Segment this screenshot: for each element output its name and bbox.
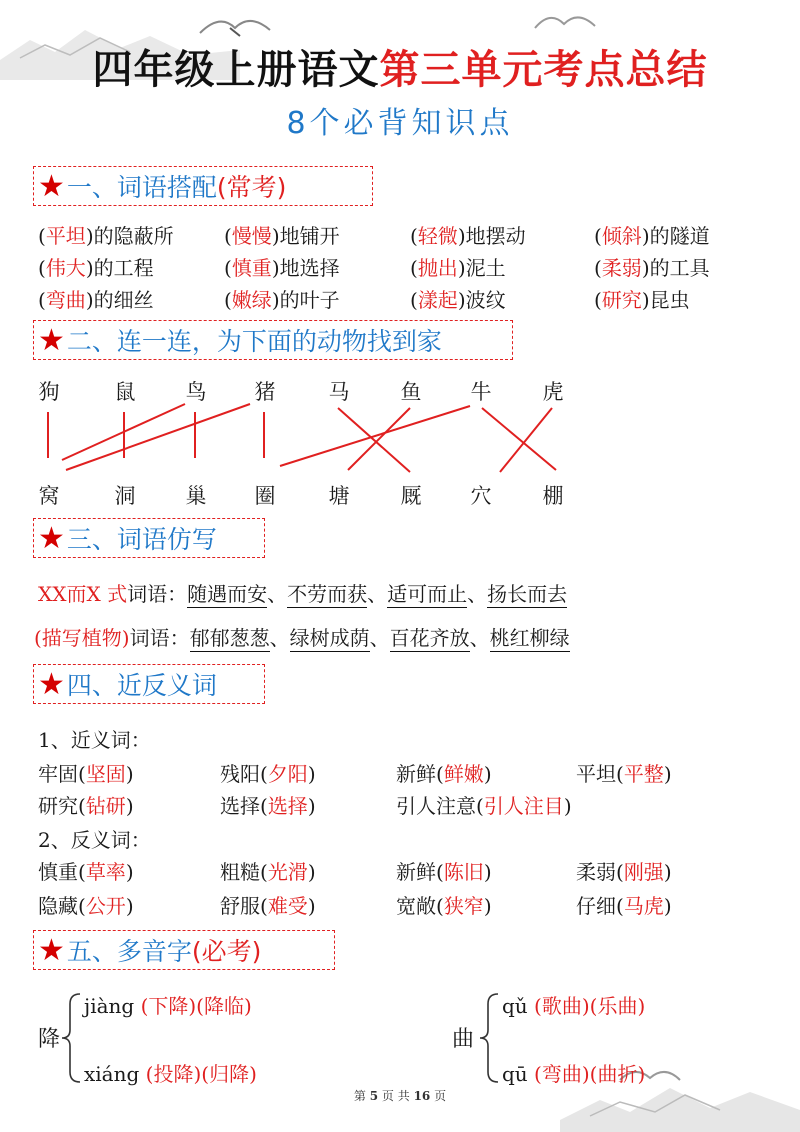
collocation-item: (慎重)地选择 bbox=[224, 256, 340, 280]
imitation-pattern: (描写植物) bbox=[34, 626, 130, 650]
home-label: 巢 bbox=[185, 484, 207, 508]
page-title: 四年级上册语文第三单元考点总结 bbox=[92, 47, 708, 93]
animal-label: 鼠 bbox=[114, 380, 136, 404]
collocation-item: (伟大)的工程 bbox=[38, 256, 154, 280]
match-line-tiger-cave bbox=[500, 408, 552, 472]
answer-word: 选择 bbox=[267, 794, 308, 818]
section-heading-polyphones: ★ 五、多音字 (必考) bbox=[33, 930, 335, 970]
source-word: 研究 bbox=[38, 794, 78, 818]
answer-word: 公开 bbox=[85, 894, 126, 918]
imitation-pattern: XX而X 式 bbox=[38, 582, 128, 606]
source-word: 引人注意 bbox=[396, 794, 476, 818]
source-word: 慎重 bbox=[38, 860, 78, 884]
collocation-item: (抛出)泥土 bbox=[410, 256, 506, 280]
animal-label: 牛 bbox=[470, 380, 492, 404]
antonym-pair: 仔细(马虎) bbox=[576, 894, 672, 918]
synonym-pair: 平坦(平整) bbox=[576, 762, 672, 786]
antonym-pair: 宽敞(狭窄) bbox=[396, 894, 492, 918]
polyphone-char-jiang: 降 bbox=[38, 1027, 61, 1052]
collocation-item: (倾斜)的隧道 bbox=[594, 224, 710, 248]
star-icon: ★ bbox=[38, 520, 65, 556]
collocation-answer: 倾斜 bbox=[601, 224, 642, 248]
separator: 、 bbox=[267, 582, 288, 606]
source-word: 仔细 bbox=[576, 894, 616, 918]
home-label: 圈 bbox=[254, 484, 276, 508]
source-word: 隐藏 bbox=[38, 894, 78, 918]
separator: 、 bbox=[369, 626, 390, 650]
animal-label: 鸟 bbox=[185, 380, 207, 404]
imitation-row bbox=[34, 622, 570, 651]
subsection-heading: 1、近义词： bbox=[38, 728, 151, 752]
synonym-pair: 新鲜(鲜嫩) bbox=[396, 762, 492, 786]
separator: 、 bbox=[467, 582, 488, 606]
collocation-item: (研究)昆虫 bbox=[594, 288, 690, 312]
collocation-answer: 研究 bbox=[601, 288, 642, 312]
subsection-heading: 2、反义词： bbox=[38, 828, 151, 852]
collocation-answer: 平坦 bbox=[45, 224, 86, 248]
collocation-phrase: 波纹 bbox=[465, 288, 506, 312]
page-subtitle: 8个必背知识点 bbox=[286, 106, 514, 141]
collocation-answer: 抛出 bbox=[417, 256, 458, 280]
collocation-phrase: 昆虫 bbox=[649, 288, 690, 312]
collocation-answer: 慢慢 bbox=[231, 224, 272, 248]
answer-word: 引人注目 bbox=[483, 794, 564, 818]
imitation-word: 不劳而获 bbox=[287, 582, 368, 606]
star-icon: ★ bbox=[38, 666, 65, 702]
collocation-phrase: 泥土 bbox=[465, 256, 506, 280]
imitation-word: 绿树成荫 bbox=[289, 626, 370, 650]
separator: 、 bbox=[269, 626, 290, 650]
answer-word: 钻研 bbox=[85, 794, 126, 818]
imitation-word: 扬长而去 bbox=[487, 582, 568, 606]
source-word: 选择 bbox=[220, 794, 260, 818]
source-word: 柔弱 bbox=[576, 860, 616, 884]
collocation-phrase: 的工具 bbox=[649, 256, 710, 280]
section-heading-imitation: ★ 三、词语仿写 bbox=[33, 518, 265, 558]
star-icon: ★ bbox=[38, 322, 65, 358]
collocation-phrase: 地选择 bbox=[279, 256, 340, 280]
imitation-word: 百花齐放 bbox=[389, 626, 470, 650]
match-line-cow-shed bbox=[280, 406, 470, 466]
collocation-answer: 漾起 bbox=[417, 288, 458, 312]
star-icon: ★ bbox=[38, 168, 65, 204]
matching-lines bbox=[0, 400, 800, 480]
animal-label: 虎 bbox=[542, 380, 564, 404]
answer-word: 刚强 bbox=[623, 860, 664, 884]
match-line-fish-pond bbox=[348, 408, 410, 470]
answer-word: 狭窄 bbox=[443, 894, 484, 918]
polyphone-jiang-reading: jiàng (下降)(降临) bbox=[84, 994, 252, 1018]
crane-icon bbox=[530, 6, 600, 42]
collocation-answer: 伟大 bbox=[45, 256, 86, 280]
home-label: 穴 bbox=[470, 484, 492, 508]
home-label: 棚 bbox=[542, 484, 564, 508]
answer-word: 坚固 bbox=[85, 762, 126, 786]
animal-label: 猪 bbox=[254, 380, 276, 404]
imitation-label: 词语： bbox=[129, 626, 190, 650]
antonym-pair: 舒服(难受) bbox=[220, 894, 316, 918]
source-word: 牢固 bbox=[38, 762, 78, 786]
antonym-pair: 隐藏(公开) bbox=[38, 894, 134, 918]
imitation-word: 适可而止 bbox=[387, 582, 468, 606]
collocation-phrase: 的叶子 bbox=[279, 288, 340, 312]
collocation-item: (嫩绿)的叶子 bbox=[224, 288, 340, 312]
collocation-answer: 轻微 bbox=[417, 224, 458, 248]
synonym-pair: 选择(选择) bbox=[220, 794, 316, 818]
collocation-item: (漾起)波纹 bbox=[410, 288, 506, 312]
polyphone-qu1-reading: qū (弯曲)(曲折) bbox=[502, 1062, 646, 1086]
answer-word: 陈旧 bbox=[443, 860, 484, 884]
source-word: 新鲜 bbox=[396, 762, 436, 786]
collocation-item: (弯曲)的细丝 bbox=[38, 288, 154, 312]
antonym-pair: 新鲜(陈旧) bbox=[396, 860, 492, 884]
home-label: 窝 bbox=[38, 484, 60, 508]
polyphone-char-qu: 曲 bbox=[452, 1027, 475, 1052]
antonym-pair: 粗糙(光滑) bbox=[220, 860, 316, 884]
collocation-item: (柔弱)的工具 bbox=[594, 256, 710, 280]
source-word: 舒服 bbox=[220, 894, 260, 918]
collocation-phrase: 的隐蔽所 bbox=[93, 224, 174, 248]
answer-word: 难受 bbox=[267, 894, 308, 918]
answer-word: 平整 bbox=[623, 762, 664, 786]
animal-label: 鱼 bbox=[400, 380, 422, 404]
antonym-pair: 柔弱(刚强) bbox=[576, 860, 672, 884]
source-word: 粗糙 bbox=[220, 860, 260, 884]
separator: 、 bbox=[469, 626, 490, 650]
answer-word: 夕阳 bbox=[267, 762, 308, 786]
collocation-answer: 慎重 bbox=[231, 256, 272, 280]
home-label: 厩 bbox=[400, 484, 422, 508]
antonym-pair: 慎重(草率) bbox=[38, 860, 134, 884]
collocation-item: (慢慢)地铺开 bbox=[224, 224, 340, 248]
collocation-phrase: 的细丝 bbox=[93, 288, 154, 312]
source-word: 残阳 bbox=[220, 762, 260, 786]
imitation-word: 桃红柳绿 bbox=[489, 626, 570, 650]
collocation-phrase: 地铺开 bbox=[279, 224, 340, 248]
separator: 、 bbox=[367, 582, 388, 606]
collocation-answer: 柔弱 bbox=[601, 256, 642, 280]
imitation-word: 随遇而安 bbox=[187, 582, 268, 606]
polyphone-qu3-reading: qǔ (歌曲)(乐曲) bbox=[502, 994, 646, 1018]
animal-label: 狗 bbox=[38, 380, 60, 404]
imitation-row bbox=[38, 578, 567, 607]
imitation-label: 词语： bbox=[127, 582, 188, 606]
source-word: 宽敞 bbox=[396, 894, 436, 918]
collocation-phrase: 地摆动 bbox=[465, 224, 526, 248]
home-label: 洞 bbox=[114, 484, 136, 508]
star-icon: ★ bbox=[38, 932, 65, 968]
imitation-word: 郁郁葱葱 bbox=[189, 626, 270, 650]
match-line-cross-2 bbox=[66, 404, 250, 470]
section-heading-collocation: ★ 一、词语搭配 (常考) bbox=[33, 166, 373, 206]
brace-right bbox=[478, 990, 502, 1086]
synonym-pair: 残阳(夕阳) bbox=[220, 762, 316, 786]
answer-word: 鲜嫩 bbox=[443, 762, 484, 786]
collocation-item: (轻微)地摆动 bbox=[410, 224, 526, 248]
section-heading-matching: ★ 二、连一连，为下面的动物找到家 bbox=[33, 320, 513, 360]
collocation-phrase: 的工程 bbox=[93, 256, 154, 280]
brace-left bbox=[60, 990, 84, 1086]
polyphone-xiang-reading: xiáng (投降)(归降) bbox=[84, 1062, 257, 1086]
source-word: 平坦 bbox=[576, 762, 616, 786]
home-label: 塘 bbox=[328, 484, 350, 508]
collocation-answer: 弯曲 bbox=[45, 288, 86, 312]
synonym-pair: 引人注意(引人注目) bbox=[396, 794, 572, 818]
synonym-pair: 研究(钻研) bbox=[38, 794, 134, 818]
answer-word: 光滑 bbox=[267, 860, 308, 884]
collocation-item: (平坦)的隐蔽所 bbox=[38, 224, 174, 248]
answer-word: 马虎 bbox=[623, 894, 664, 918]
collocation-answer: 嫩绿 bbox=[231, 288, 272, 312]
synonym-pair: 牢固(坚固) bbox=[38, 762, 134, 786]
section-heading-synonyms-antonyms: ★ 四、近反义词 bbox=[33, 664, 265, 704]
answer-word: 草率 bbox=[85, 860, 126, 884]
page-footer: 第 5 页 共 16 页 bbox=[353, 1089, 447, 1103]
collocation-phrase: 的隧道 bbox=[649, 224, 710, 248]
animal-label: 马 bbox=[328, 380, 350, 404]
source-word: 新鲜 bbox=[396, 860, 436, 884]
